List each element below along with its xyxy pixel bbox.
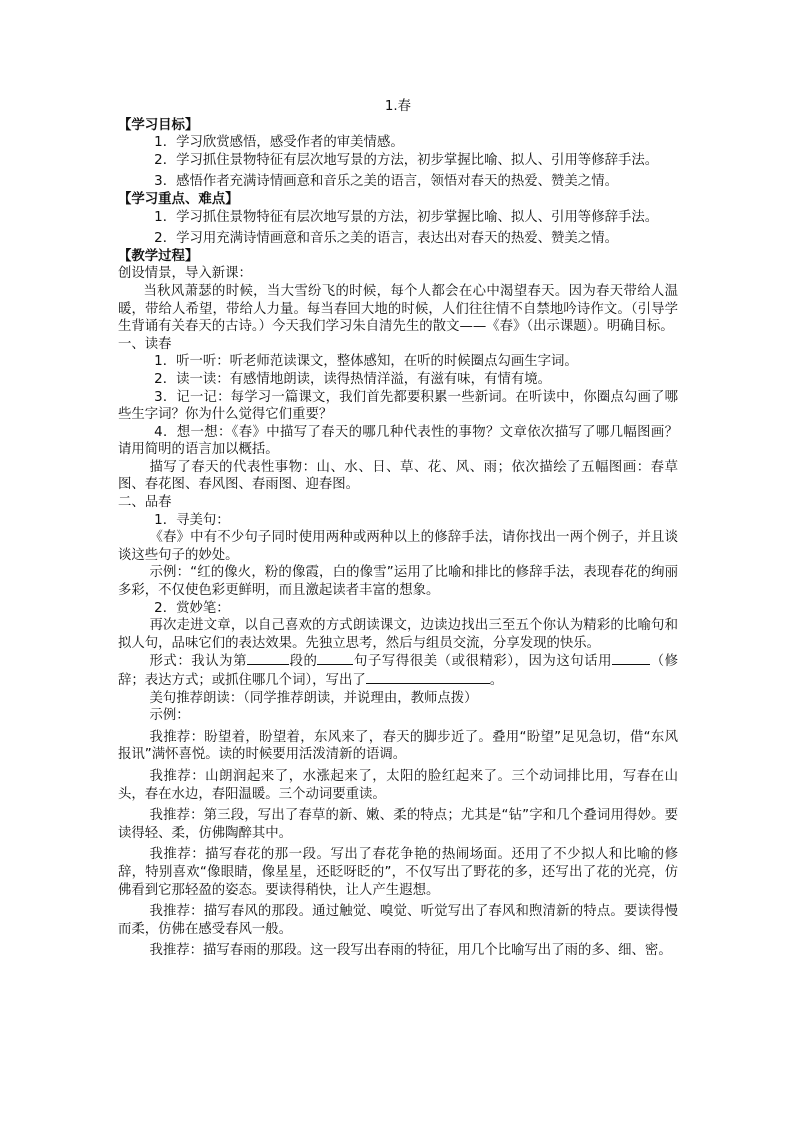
recommendation-2: 我推荐：山朗润起来了，水涨起来了，太阳的脸红起来了。三个动词排比用，写春在山头，春在水边，春阳温暖。三个动词要重读。 xyxy=(118,768,678,802)
document-page xyxy=(118,98,678,960)
objective-1: 1．学习欣赏感悟，感受作者的审美情感。 xyxy=(154,135,404,151)
recommendation-6: 我推荐：描写春雨的那段。这一段写出春雨的特征，用几个比喻写出了雨的多、细、密。 xyxy=(149,943,672,959)
keypoint-1: 1．学习抓住景物特征有层次地写景的方法，初步掌握比喻、拟人、引用等修辞手法。 xyxy=(154,209,659,225)
appreciate-label: 2．赏妙笔： xyxy=(154,600,230,616)
find-sentences-label: 1．寻美句： xyxy=(154,512,230,528)
blank-paragraph xyxy=(247,652,289,665)
keypoint-2: 2．学习用充满诗情画意和音乐之美的语言，表达出对春天的热爱、赞美之情。 xyxy=(154,231,618,247)
page-title: 1.春 xyxy=(384,99,412,114)
objective-2: 2．学习抓住景物特征有层次地写景的方法，初步掌握比喻、拟人、引用等修辞手法。 xyxy=(154,152,659,168)
form-part-5: 。 xyxy=(489,673,504,688)
read-step-3: 3．记一记：每学习一篇课文，我们首先都要积累一些新词。在听读中，你圈点勾画了哪些生字词？你为什么觉得它们重要？ xyxy=(118,389,678,423)
heading-keypoints: 【学习重点、难点】 xyxy=(118,191,239,207)
intro-text: 当秋风萧瑟的时候，当大雪纷飞的时候，每个人都会在心中渴望春天。因为春天带给人温暖，带给人希望，带给人力量。每当春回大地的时候，人们往往情不自禁地吟诗作文。（引导学生背诵有关春天的古诗。）今天我们学习朱自清先生的散文——《春》（出示课题）。明确目标。 xyxy=(118,283,678,335)
read-step-1: 1．听一听：听老师范读课文，整体感知，在听的时候圈点勾画生字词。 xyxy=(154,354,578,370)
blank-rhetoric xyxy=(612,652,650,665)
heading-process: 【教学过程】 xyxy=(118,248,199,264)
recommendation-4: 我推荐：描写春花的那一段。写出了春花争艳的热闹场面。还用了不少拟人和比喻的修辞，特别喜欢“像眼睛，像星星，还眨呀眨的”，不仅写出了野花的多，还写出了花的光亮，仿佛看到它那轻盈的姿态。要读得稍快，让人产生遐想。 xyxy=(118,847,678,898)
recommendation-3: 我推荐：第三段，写出了春草的新、嫩、柔的特点；尤其是“钻”字和几个叠词用得妙。要读得轻、柔，仿佛陶醉其中。 xyxy=(118,808,678,841)
recommend-intro: 美句推荐朗读：（同学推荐朗读，并说理由，教师点拨） xyxy=(149,690,478,706)
read-answer: 描写了春天的代表性事物：山、水、日、草、花、风、雨；依次描绘了五幅图画：春草图、春花图、春风图、春雨图、迎春图。 xyxy=(118,459,678,493)
intro-heading: 创设情景，导入新课： xyxy=(118,266,252,282)
section-2-heading: 二、品春 xyxy=(118,495,172,511)
read-step-2: 2．读一读：有感情地朗读，读得热情洋溢，有滋有味，有情有境。 xyxy=(154,371,552,387)
recommendation-1: 我推荐：盼望着，盼望着，东风来了，春天的脚步近了。叠用“盼望”足见急切，借“东风报讯”满怀喜悦。读的时候要用活泼清新的语调。 xyxy=(118,729,678,763)
blank-effect xyxy=(366,671,490,684)
form-part-3: 句子写得很美（或很精彩），因为这句话用 xyxy=(353,654,613,670)
find-sentences-example: 示例：“红的像火，粉的像霞，白的像雪”运用了比喻和排比的修辞手法，表现春花的绚丽多彩，不仅使色彩更鲜明，而且激起读者丰富的想象。 xyxy=(118,565,678,599)
recommendation-5: 我推荐：描写春风的那段。通过触觉、嗅觉、听觉写出了春风和煦清新的特点。要读得慢而柔，仿佛在感受春风一般。 xyxy=(118,904,678,937)
form-part-2: 段的 xyxy=(289,654,318,670)
example-label: 示例： xyxy=(149,708,190,724)
section-1-heading: 一、读春 xyxy=(118,336,172,352)
form-part-4: （修辞；表达方式；或抓住哪几个词），写出了 xyxy=(118,654,678,688)
form-part-1: 形式：我认为第 xyxy=(149,654,248,670)
blank-sentence xyxy=(317,652,353,665)
answer-form xyxy=(118,652,678,689)
heading-objectives: 【学习目标】 xyxy=(118,117,199,133)
read-step-4: 4．想一想：《春》中描写了春天的哪几种代表性的事物？文章依次描写了哪几幅图画？请用简明的语言加以概括。 xyxy=(118,424,678,458)
appreciate-text: 再次走进文章，以自己喜欢的方式朗读课文，边读边找出三至五个你认为精彩的比喻句和拟人句，品味它们的表达效果。先独立思考，然后与组员交流，分享发现的快乐。 xyxy=(118,618,678,651)
objective-3: 3．感悟作者充满诗情画意和音乐之美的语言，领悟对春天的热爱、赞美之情。 xyxy=(154,174,618,190)
find-sentences-text: 《春》中有不少句子同时使用两种或两种以上的修辞手法，请你找出一两个例子，并且谈谈这些句子的妙处。 xyxy=(118,530,678,563)
